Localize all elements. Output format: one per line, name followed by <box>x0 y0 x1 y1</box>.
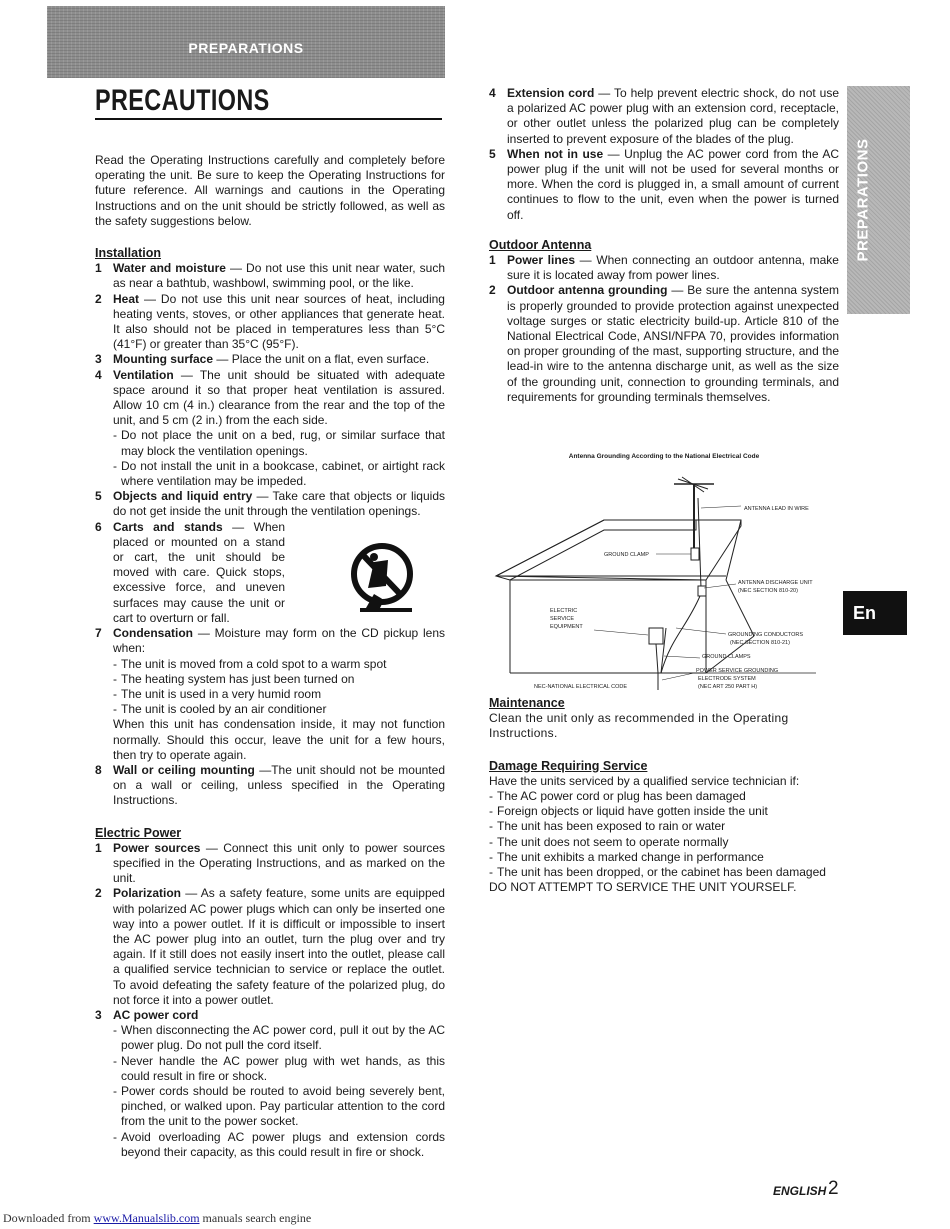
list-item: 7 Condensation — Moisture may form on the CD pickup lens when: - The unit is moved from a cold spot to a warm spot - The heating system has just been turned on - The unit is used in a very humid room - The unit is cooled by an air conditioner When this unit has condensation inside, it may not function normally. Should this occur, leave the unit for a few hours, then try to operate again. <box>95 626 445 763</box>
download-prefix: Downloaded from <box>3 1211 91 1225</box>
list-item: 5 When not in use — Unplug the AC power cord from the AC power plug if the unit will not be used for several months or more. When the cord is plugged in, a small amount of current continues to flow to the unit, even when the power is turned off. <box>489 146 839 222</box>
diagram-label: ELECTRIC <box>550 608 578 614</box>
list-item: 5 Objects and liquid entry — Take care that objects or liquids do not get inside the unit through the ventilation openings. <box>95 489 445 519</box>
diagram-label: ANTENNA DISCHARGE UNIT <box>738 580 813 586</box>
language-tab: En <box>843 591 907 635</box>
sub-item: - Do not place the unit on a bed, rug, or similar surface that may block the ventilation openings. <box>113 428 445 458</box>
diagram-label: (NEC SECTION 810-21) <box>730 640 790 646</box>
maintenance-heading: Maintenance <box>489 696 565 711</box>
list-item: - The unit does not seem to operate normally <box>489 835 839 850</box>
list-item: 8 Wall or ceiling mounting —The unit should not be mounted on a wall or ceiling, unless specified in the Operating Instructions. <box>95 762 445 808</box>
diagram-caption: Antenna Grounding According to the National Electrical Code <box>568 453 760 460</box>
sub-item: - Power cords should be routed to avoid being severely bent, pinched, or walked upon. Pay particular attention to the cord from the unit to the power socket. <box>113 1084 445 1130</box>
sub-item: - Do not install the unit in a bookcase, cabinet, or airtight rack where ventilation may be impeded. <box>113 459 445 489</box>
sub-item: - The unit is used in a very humid room <box>113 687 445 702</box>
list-item: 3 Mounting surface — Place the unit on a flat, even surface. <box>95 352 430 367</box>
condensation-note: When this unit has condensation inside, it may not function normally. Should this occur, leave the unit for a few hours, then try to operate again. <box>113 717 445 762</box>
maintenance-text: Clean the unit only as recommended in the Operating Instructions. <box>489 711 789 741</box>
sub-item: - When disconnecting the AC power cord, pull it out by the AC power plug. Do not pull the cord itself. <box>113 1023 445 1053</box>
service-warning: DO NOT ATTEMPT TO SERVICE THE UNIT YOURSELF. <box>489 880 797 895</box>
list-item: - The unit has been exposed to rain or water <box>489 819 839 834</box>
list-item: 2 Heat — Do not use this unit near sources of heat, including heating vents, stoves, or other appliances that generate heat. It also should not be placed in temperatures less than 5°C (41°F) or greater than 35°C (95°F). <box>95 291 445 352</box>
diagram-label: GROUNDING CONDUCTORS <box>728 632 804 638</box>
diagram-label: ANTENNA LEAD IN WIRE <box>744 506 809 512</box>
sub-item: - Avoid overloading AC power plugs and extension cords beyond their capacity, as this could result in fire or shock. <box>113 1130 445 1160</box>
sub-item: - Never handle the AC power plug with wet hands, as this could result in fire or shock. <box>113 1054 445 1084</box>
list-item: 1 Power sources — Connect this unit only to power sources specified in the Operating Instructions, and as marked on the unit. <box>95 840 445 886</box>
diagram-label: POWER SERVICE GROUNDING <box>696 668 779 674</box>
diagram-label: EQUIPMENT <box>550 624 583 630</box>
electric-power-heading: Electric Power <box>95 825 182 840</box>
diagram-label: NEC-NATIONAL ELECTRICAL CODE <box>534 684 628 690</box>
sub-item: - The unit is moved from a cold spot to a warm spot <box>113 657 445 672</box>
download-suffix: manuals search engine <box>202 1211 312 1225</box>
left-column <box>95 153 445 1160</box>
outdoor-antenna-heading: Outdoor Antenna <box>489 237 592 252</box>
footer-language: ENGLISH <box>773 1184 827 1198</box>
list-item: 1 Water and moisture — Do not use this unit near water, such as near a bathtub, washbowl, swimming pool, or the like. <box>95 261 445 291</box>
diagram-label: GROUND CLAMPS <box>702 654 751 660</box>
list-item: 4 Extension cord — To help prevent electric shock, do not use a polarized AC power plug with an extension cord, receptacle, or other outlet unless the polarized plug can be completely inserted to prevent exposure of the blades of the plug. <box>489 86 839 146</box>
list-item: - Foreign objects or liquid have gotten inside the unit <box>489 804 839 819</box>
list-item: - The AC power cord or plug has been damaged <box>489 789 839 804</box>
section-header-label: PREPARATIONS <box>188 40 304 56</box>
damage-list <box>489 789 839 880</box>
download-footer <box>3 1211 311 1226</box>
list-item: 6 Carts and stands — When placed or mounted on a stand or cart, the unit should be moved with care. Quick stops, excessive force, and uneven surfaces may cause the unit or cart to overturn or fall. <box>95 519 286 625</box>
page-title: PRECAUTIONS <box>95 84 270 117</box>
diagram-label: GROUND CLAMP <box>604 552 649 558</box>
sub-item: - The heating system has just been turned on <box>113 672 445 687</box>
manualslib-link[interactable]: www.Manualslib.com <box>93 1211 200 1225</box>
list-item: 3 AC power cord - When disconnecting the AC power cord, pull it out by the AC power plug. Do not pull the cord itself. - Never handle the AC power plug with wet hands, as this could result in fire or shock. - Power cords should be routed to avoid being severely bent, pinched, or walked upon. Pay particular attention to the cord from the unit to the power socket. - Avoid overloading AC power plugs and extension cords beyond their capacity, as this could result in fire or shock. <box>95 1008 445 1160</box>
intro-paragraph: Read the Operating Instructions carefully and completely before operating the unit. Be sure to keep the Operating Instructions for future reference. All warnings and cautions in the Operating Instructions and on the unit should be strictly followed, as well as the safety suggestions below. <box>95 153 445 228</box>
section-side-tab-label: PREPARATIONS <box>854 138 872 262</box>
diagram-label: ELECTRODE SYSTEM <box>698 676 756 682</box>
list-item: 1 Power lines — When connecting an outdoor antenna, make sure it is located away from power lines. <box>489 253 839 283</box>
installation-heading: Installation <box>95 246 161 261</box>
list-item: 2 Outdoor antenna grounding — Be sure the antenna system is properly grounded to provide protection against unexpected voltage surges or static electricity build-up. Article 810 of the National Electrical Code, ANSI/NFPA 70, provides information on proper grounding of the mast, supporting structure, and the lead-in wire to the antenna discharge unit, as well as the size of the grounding unit, connection to grounding terminals, and requirements for grounding terminals themselves. <box>489 283 839 404</box>
antenna-grounding-diagram <box>486 468 842 708</box>
list-item: - The unit has been dropped, or the cabinet has been damaged <box>489 865 839 880</box>
sub-item: - The unit is cooled by an air conditioner <box>113 702 445 717</box>
diagram-label: SERVICE <box>550 616 575 622</box>
list-item: - The unit exhibits a marked change in performance <box>489 850 839 865</box>
diagram-label: (NEC ART 250 PART H) <box>698 684 758 690</box>
title-divider <box>95 118 442 120</box>
damage-intro: Have the units serviced by a qualified service technician if: <box>489 773 800 788</box>
page-number: 2 <box>828 1178 839 1199</box>
list-item: 4 Ventilation — The unit should be situated with adequate space around it so that proper heat ventilation is assured. Allow 10 cm (4 in.) clearance from the rear and the top of the unit, and 5 cm (2 in.) from the each side. - Do not place the unit on a bed, rug, or similar surface that may block the ventilation openings. - Do not install the unit in a bookcase, cabinet, or airtight rack where ventilation may be impeded. <box>95 368 445 490</box>
list-item: 2 Polarization — As a safety feature, some units are equipped with polarized AC power plugs which can only be inserted one way into a power outlet. If it is difficult or impossible to insert the AC power plug into an outlet, turn the plug over and try again. If it still does not easily insert into the outlet, please call a qualified service technician to service or replace the outlet. To avoid defeating the safety feature of the polarized plug, do not force it into a power outlet. <box>95 886 445 1007</box>
damage-heading: Damage Requiring Service <box>489 758 648 773</box>
cart-tipover-warning-icon <box>344 542 424 622</box>
diagram-label: (NEC SECTION 810-20) <box>738 588 798 594</box>
